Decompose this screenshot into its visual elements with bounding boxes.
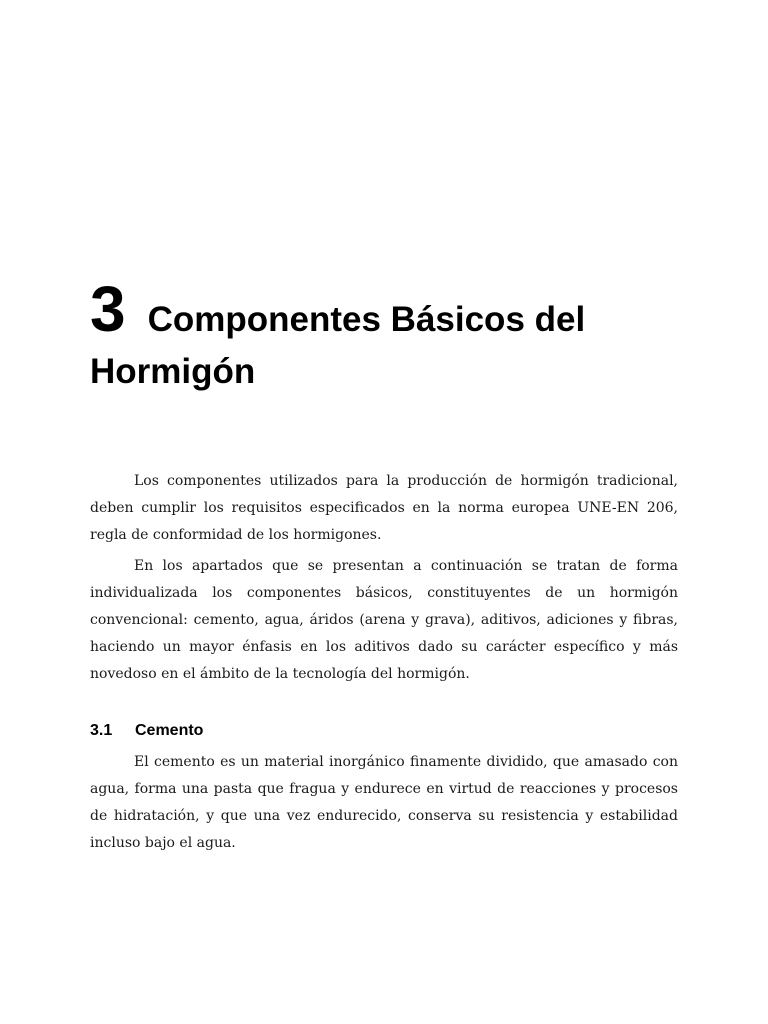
section-paragraph: El cemento es un material inorgánico finamente dividido, que amasado con agua, forma una pasta que fragua y endurece en virtud de reacciones y procesos de hidratación, y que una vez endurecido, conserva su resistencia y estabilidad incluso bajo el agua. [90, 754, 678, 851]
intro-paragraph-2: En los apartados que se presentan a continuación se tratan de forma individualizada los componentes básicos, constituyentes de un hormigón convencional: cemento, agua, áridos (arena y grava), aditivos, adiciones y fibras, haciendo un mayor énfasis en los aditivos dado su carácter específico y más novedoso en el ámbito de la tecnología del hormigón. [90, 558, 678, 682]
section-title: Cemento [135, 722, 204, 739]
section-heading [90, 719, 203, 743]
chapter-heading [90, 273, 690, 398]
intro-paragraph-1: Los componentes utilizados para la producción de hormigón tradicional, deben cumplir los requisitos especificados en la norma europea UNE-EN 206, regla de conformidad de los hormigones. [90, 473, 678, 543]
section-number: 3.1 [90, 722, 113, 739]
chapter-number: 3 [90, 273, 126, 346]
chapter-title: Componentes Básicos del Hormigón [90, 300, 586, 392]
